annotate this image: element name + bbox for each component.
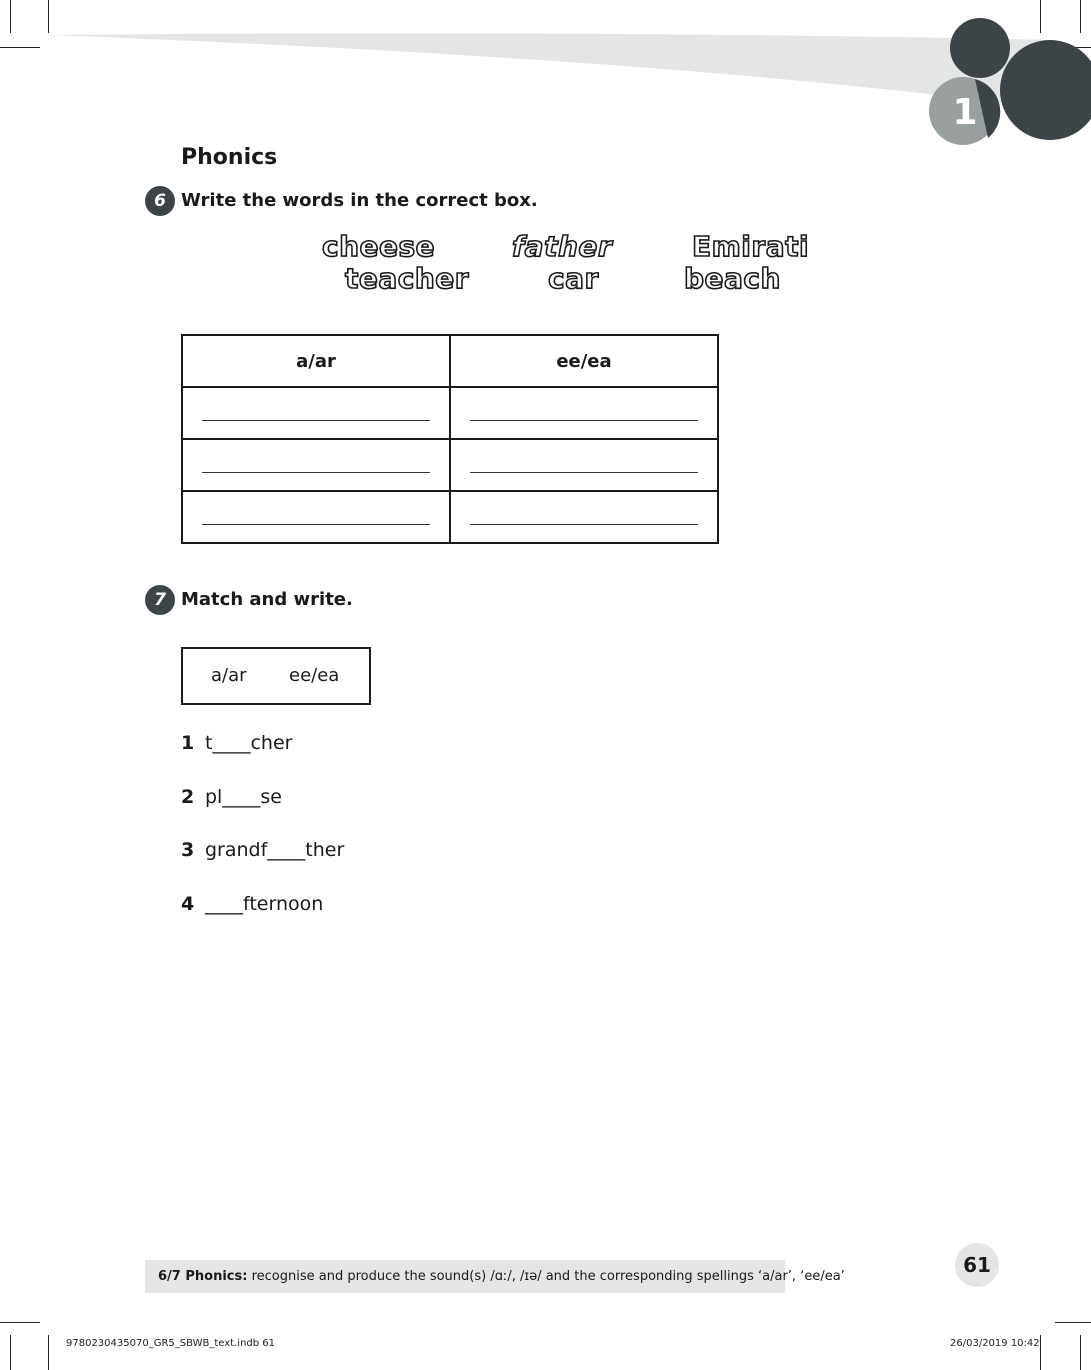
word-bank-word: Emirati	[692, 230, 810, 263]
sorting-table	[181, 334, 719, 544]
crop-mark	[1040, 1335, 1041, 1370]
footer-objective-bar	[145, 1260, 845, 1293]
header-decoration	[0, 0, 1091, 160]
table-row	[182, 387, 718, 439]
answer-cell[interactable]	[182, 491, 450, 543]
column-header-ee-ea: ee/ea	[450, 335, 718, 387]
header-swoosh	[50, 33, 1055, 110]
column-header-a-ar: a/ar	[182, 335, 450, 387]
answer-cell[interactable]	[182, 439, 450, 491]
exercise-6-badge: 6	[145, 186, 175, 216]
item-number: 3	[181, 839, 195, 861]
table-header-row	[182, 335, 718, 387]
answer-line	[202, 524, 430, 525]
answer-cell[interactable]	[450, 491, 718, 543]
table-row	[182, 439, 718, 491]
exercise-7-instruction: Match and write.	[181, 589, 353, 610]
page-title: Phonics	[181, 145, 278, 170]
choice-option: ee/ea	[289, 665, 340, 686]
answer-cell[interactable]	[450, 439, 718, 491]
answer-line	[470, 420, 698, 421]
item-text: pl____se	[205, 786, 282, 808]
list-item[interactable]	[181, 732, 292, 754]
answer-cell[interactable]	[182, 387, 450, 439]
exercise-7-badge: 7	[145, 585, 175, 615]
list-item[interactable]	[181, 893, 323, 915]
crop-mark	[1080, 1335, 1081, 1370]
exercise-6-instruction: Write the words in the correct box.	[181, 190, 538, 211]
list-item[interactable]	[181, 839, 344, 861]
word-bank-word: car	[548, 262, 599, 295]
item-number: 2	[181, 786, 195, 808]
item-text: ____fternoon	[205, 893, 324, 915]
footer-label: 6/7 Phonics:	[158, 1269, 248, 1284]
list-item[interactable]	[181, 786, 282, 808]
answer-line	[202, 472, 430, 473]
table-row	[182, 491, 718, 543]
item-text: t____cher	[205, 732, 293, 754]
item-text: grandf____ther	[205, 839, 345, 861]
footer-objective: recognise and produce the sound(s) /ɑː/, /ɪə/ and the corresponding spellings ‘a/ar’, ‘ee/ea’	[251, 1269, 845, 1284]
print-slug-timestamp: 26/03/2019 10:42	[950, 1338, 1040, 1349]
unit-number: 1	[952, 92, 978, 133]
word-bank-word: beach	[684, 262, 781, 295]
print-slug-file: 9780230435070_GR5_SBWB_text.indb 61	[66, 1338, 275, 1349]
crop-mark	[1055, 1322, 1091, 1323]
crop-mark	[0, 1322, 40, 1323]
answer-line	[470, 524, 698, 525]
crop-mark	[10, 1335, 11, 1370]
word-bank-word: teacher	[345, 262, 470, 295]
choice-option: a/ar	[211, 665, 247, 686]
choice-box	[181, 647, 371, 705]
header-bubble-top	[950, 18, 1010, 78]
item-number: 1	[181, 732, 195, 754]
item-number: 4	[181, 893, 195, 915]
word-bank-word: father	[512, 230, 613, 263]
answer-cell[interactable]	[450, 387, 718, 439]
word-bank-word: cheese	[322, 230, 436, 263]
crop-mark	[48, 1335, 49, 1370]
answer-line	[202, 420, 430, 421]
answer-line	[470, 472, 698, 473]
page-number: 61	[955, 1243, 999, 1287]
